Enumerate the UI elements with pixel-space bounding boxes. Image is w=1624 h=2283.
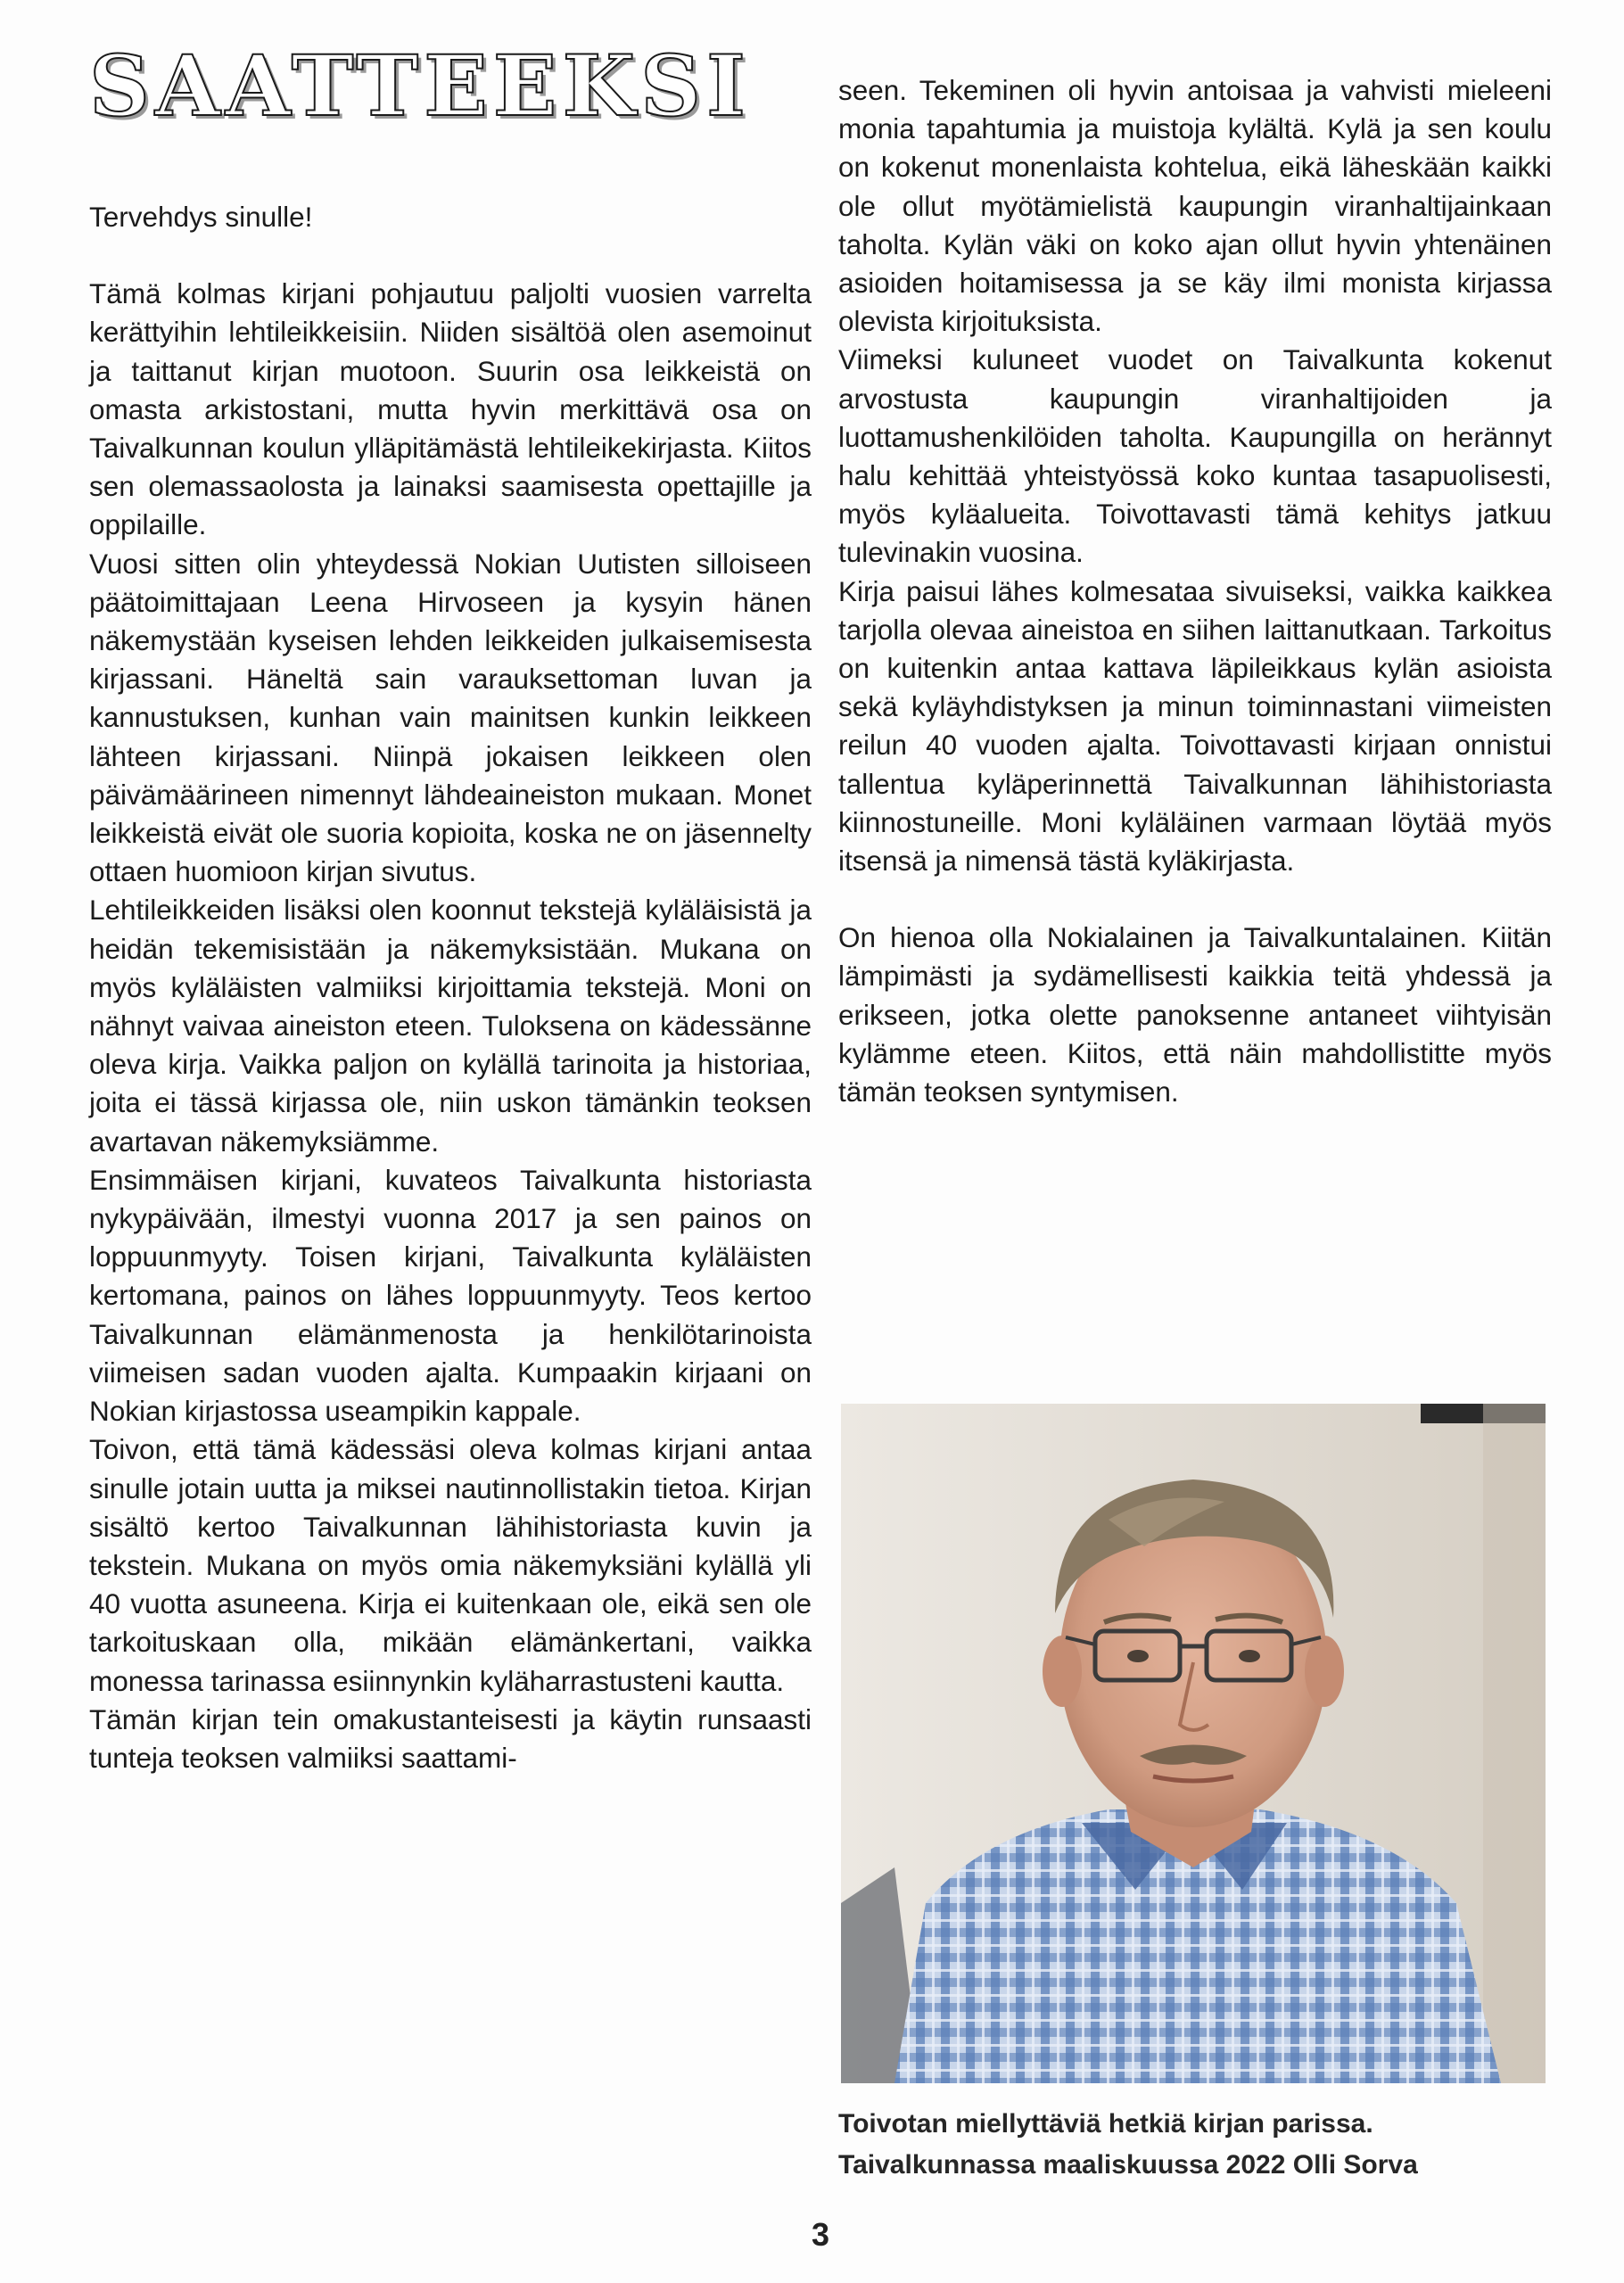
paragraph: On hienoa olla Nokialainen ja Taivalkuntalainen. Kiitän lämpimästi ja sydämellisesti kaikkia teitä yhdessä ja erikseen, jotka olette panoksenne antaneet viihtyisän kylämme eteen. Kiitos, että näin mahdollistitte myös tämän teoksen syntymisen. [838,921,1552,1109]
caption-line: Toivotan miellyttäviä hetkiä kirjan parissa. [838,2109,1373,2139]
portrait-illustration [841,1404,1546,2083]
paragraph: Ensimmäisen kirjani, kuvateos Taivalkunta historiasta nykypäivään, ilmestyi vuonna 2017 ja sen painos on loppuunmyyty. Toisen kirjani, Taivalkunta kyläläisten kertomana, painos on lähes loppuunmyyty. Teos kertoo Taivalkunnan elämänmenosta ja henkilötarinoista viimeisen sadan vuoden ajalta. Kumpaakin kirjaani on Nokian kirjastossa useampikin kappale. [89,1163,812,1428]
photo-caption [838,2104,1570,2186]
paragraph: Tämä kolmas kirjani pohjautuu paljolti vuosien varrelta kerättyihin lehtileikkeisiin. Niiden sisältöä olen asemoinut ja taittanut kirjan muotoon. Suurin osa leikkeistä on omasta arkistostani, mutta hyvin merkittävä osa on Taivalkunnan koulun ylläpitämästä lehtileikekirjasta. Kiitos sen olemassaolosta ja lainaksi saamisesta opettajille ja oppilaille. [89,277,812,541]
greeting: Tervehdys sinulle! [89,201,313,233]
left-column [89,198,812,1777]
paragraph: seen. Tekeminen oli hyvin antoisaa ja vahvisti mieleeni monia tapahtumia ja muistoja kylältä. Kylä ja sen koulu on kokenut monenlaista kohtelua, eikä läheskään kaikki ole ollut myötämielistä kaupungin viranhaltijainkaan taholta. Kylän väki on koko ajan ollut hyvin yhtenäinen asioiden hoitamisessa ja se käy ilmi monista kirjassa olevista kirjoituksista. [838,74,1552,338]
paragraph: Toivon, että tämä kädessäsi oleva kolmas kirjani antaa sinulle jotain uutta ja miksei nautinnollistakin tietoa. Kirjan sisältö kertoo Taivalkunnan lähihistoriasta kuvin ja tekstein. Mukana on myös omia näkemyksiäni kylällä yli 40 vuotta asuneena. Kirja ei kuitenkaan ole, eikä sen ole tarkoituskaan olla, mikään elämänkertani, vaikka monessa tarinassa esiinnynkin kyläharrastusteni kautta. [89,1433,812,1697]
page-number: 3 [811,2216,830,2253]
paragraph: Viimeksi kuluneet vuodet on Taivalkunta kokenut arvostusta kaupungin viranhaltijoiden ja luottamushenkilöiden taholta. Kaupungilla on herännyt halu kehittää yhteistyössä koko kuntaa tasapuolisesti, myös kyläalueita. Toivottavasti tämä kehitys jatkuu tulevinakin vuosina. [838,343,1552,569]
paragraph: Vuosi sitten olin yhteydessä Nokian Uutisten silloiseen päätoimittajaan Leena Hirvoseen ja kysyin hänen näkemystään kyseisen lehden leikkeiden julkaisemisesta kirjassani. Häneltä sain varauksettoman luvan ja kannustuksen, kunhan vain mainitsen kunkin leikkeen lähteen kirjassani. Niinpä jokaisen leikkeen olen päivämäärineen nimennyt lähdeaineiston mukaan. Monet leikkeistä eivät ole suoria kopioita, koska ne on jäsennelty ottaen huomioon kirjan sivutus. [89,547,812,888]
author-portrait-photo [841,1404,1546,2083]
paragraph: Tämän kirjan tein omakustanteisesti ja käytin runsaasti tunteja teoksen valmiiksi saattami- [89,1702,812,1774]
paragraph: Kirja paisui lähes kolmesataa sivuiseksi, vaikka kaikkea tarjolla olevaa aineistoa en siihen laittanutkaan. Tarkoitus on kuitenkin antaa kattava läpileikkaus kylän asioista sekä kyläyhdistyksen ja minun toiminnastani viimeisten reilun 40 vuoden ajalta. Toivottavasti kirjaan onnistui tallentua kyläperinnettä Taivalkunnan lähihistoriasta kiinnostuneille. Moni kyläläinen varmaan löytää myös itsensä ja nimensä tästä kyläkirjasta. [838,574,1552,878]
right-column [838,71,1552,1111]
page-title: SAATTEEKSI [89,37,752,136]
caption-line: Taivalkunnassa maaliskuussa 2022 Olli Sorva [838,2150,1418,2180]
paragraph: Lehtileikkeiden lisäksi olen koonnut tekstejä kyläläisistä ja heidän tekemisistään ja näkemyksistään. Mukana on myös kyläläisten valmiiksi kirjoittamia tekstejä. Moni on nähnyt vaivaa aineiston eteen. Tuloksena on kädessänne oleva kirja. Vaikka paljon on kylällä tarinoita ja historiaa, joita ei tässä kirjassa ole, niin uskon tämänkin teoksen avartavan näkemyksiämme. [89,894,812,1158]
